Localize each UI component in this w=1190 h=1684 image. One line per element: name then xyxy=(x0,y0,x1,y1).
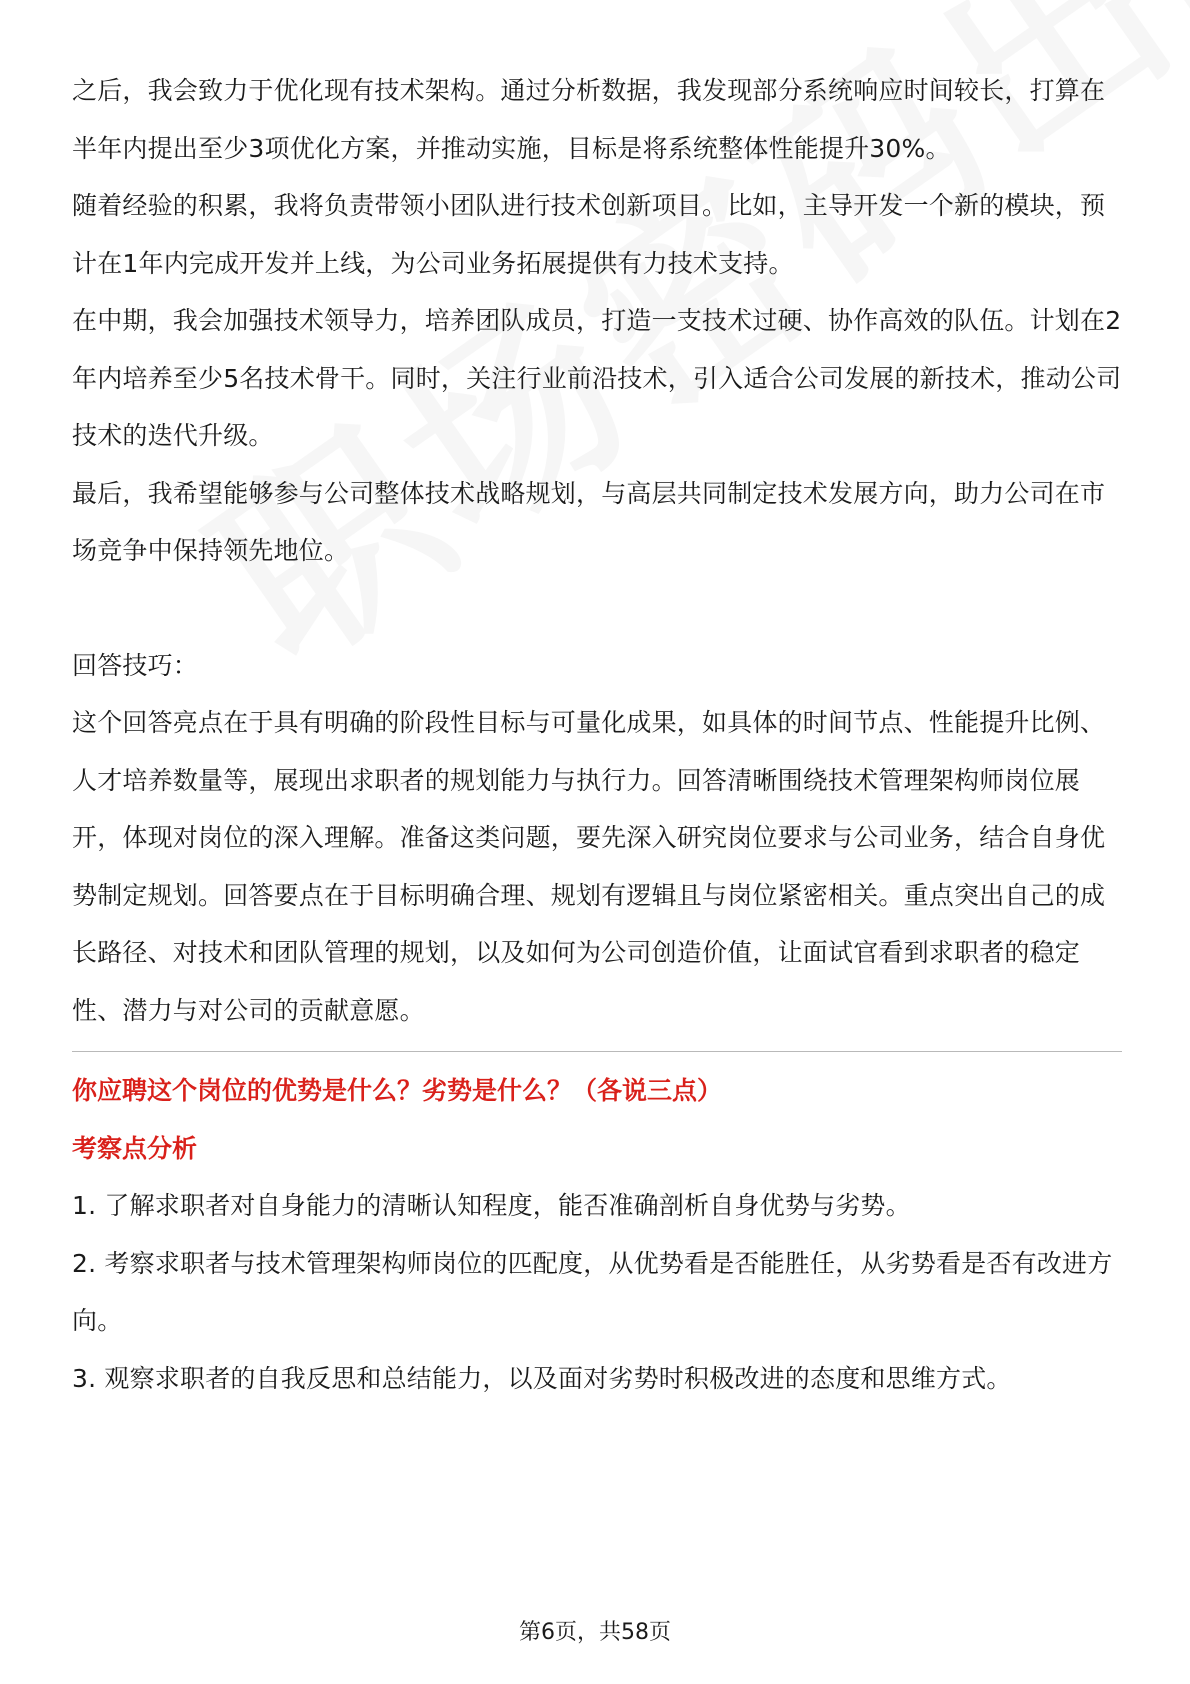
paragraph-optimize-architecture: 之后，我会致力于优化现有技术架构。通过分析数据，我发现部分系统响应时间较长，打算在半年内提出至少3项优化方案，并推动实施，目标是将系统整体性能提升30%。 xyxy=(72,76,1106,163)
paragraph-strategy: 最后，我希望能够参与公司整体技术战略规划，与高层共同制定技术发展方向，助力公司在市场竞争中保持领先地位。 xyxy=(72,478,1106,565)
question-title: 你应聘这个岗位的优势是什么？劣势是什么？（各说三点） xyxy=(72,1076,723,1105)
paragraph-mid-term: 在中期，我会加强技术领导力，培养团队成员，打造一支技术过硬、协作高效的队伍。计划在2年内培养至少5名技术骨干。同时，关注行业前沿技术，引入适合公司发展的新技术，推动公司技术的迭代升级。 xyxy=(72,306,1122,450)
spacer xyxy=(72,580,1122,637)
analysis-heading: 考察点分析 xyxy=(72,1133,198,1163)
tips-body: 这个回答亮点在于具有明确的阶段性目标与可量化成果，如具体的时间节点、性能提升比例、人才培养数量等，展现出求职者的规划能力与执行力。回答清晰围绕技术管理架构师岗位展开，体现对岗位的深入理解。准备这类问题，要先深入研究岗位要求与公司业务，结合自身优势制定规划。回答要点在于目标明确合理、规划有逻辑且与岗位紧密相关。重点突出自己的成长路径、对技术和团队管理的规划，以及如何为公司创造价值，让面试官看到求职者的稳定性、潜力与对公司的贡献意愿。 xyxy=(72,708,1106,1025)
paragraph-innovation-project: 随着经验的积累，我将负责带领小团队进行技术创新项目。比如，主导开发一个新的模块，预计在1年内完成开发并上线，为公司业务拓展提供有力技术支持。 xyxy=(72,191,1106,278)
section-divider xyxy=(72,1051,1122,1052)
page-content xyxy=(72,62,1122,1407)
tips-heading: 回答技巧： xyxy=(72,650,199,680)
page-number-footer: 第6页，共58页 xyxy=(519,1620,671,1645)
analysis-point-2: 2. 考察求职者与技术管理架构师岗位的匹配度，从优势看是否能胜任，从劣势看是否有改进方向。 xyxy=(72,1248,1113,1335)
analysis-point-3: 3. 观察求职者的自我反思和总结能力，以及面对劣势时积极改进的态度和思维方式。 xyxy=(72,1363,1012,1393)
analysis-point-1: 1. 了解求职者对自身能力的清晰认知程度，能否准确剖析自身优势与劣势。 xyxy=(72,1191,911,1220)
